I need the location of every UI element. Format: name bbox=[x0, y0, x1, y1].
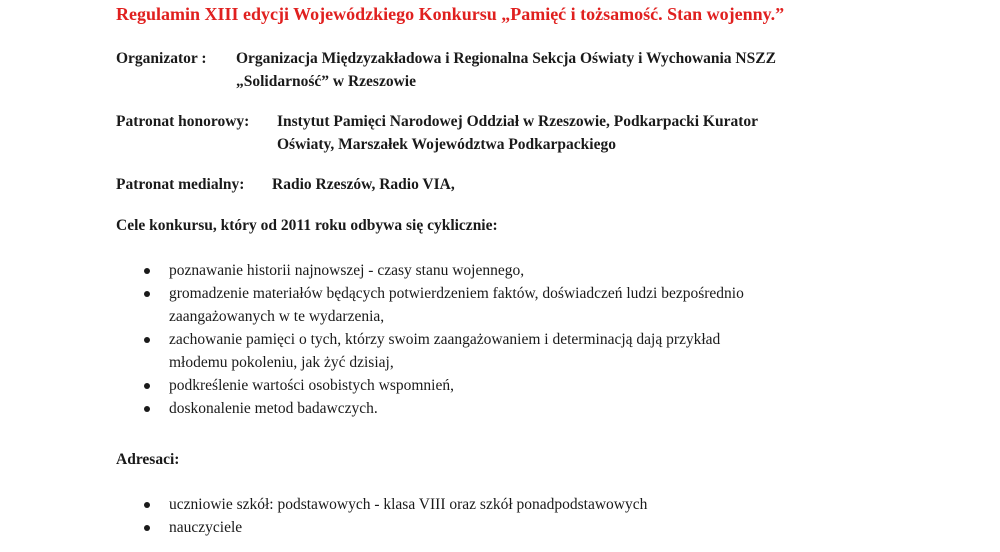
document-title: Regulamin XIII edycji Wojewódzkiego Konkursu „Pamięć i tożsamość. Stan wojenny.” bbox=[116, 4, 785, 24]
goals-list bbox=[0, 259, 744, 420]
recipients-heading: Adresaci: bbox=[116, 451, 180, 468]
bullet-icon bbox=[144, 268, 150, 274]
bullet-icon bbox=[144, 383, 150, 389]
bullet-icon bbox=[144, 406, 150, 412]
honorary-patronage-line: Instytut Pamięci Narodowej Oddział w Rzeszowie, Podkarpacki Kurator bbox=[277, 113, 759, 130]
bullet-icon bbox=[144, 291, 150, 297]
goals-heading: Cele konkursu, który od 2011 roku odbywa się cyklicznie: bbox=[116, 217, 498, 234]
list-item: nauczyciele bbox=[0, 516, 647, 539]
bullet-icon bbox=[144, 525, 150, 531]
media-patronage-label: Patronat medialny: bbox=[116, 176, 245, 193]
organizer-value bbox=[236, 47, 776, 93]
list-item: doskonalenie metod badawczych. bbox=[0, 397, 744, 420]
organizer-line: Organizacja Międzyzakładowa i Regionalna Sekcja Oświaty i Wychowania NSZZ bbox=[236, 50, 776, 67]
organizer-line: „Solidarność” w Rzeszowie bbox=[236, 73, 416, 90]
media-patronage-value: Radio Rzeszów, Radio VIA, bbox=[272, 176, 455, 193]
honorary-patronage-line: Oświaty, Marszałek Województwa Podkarpackiego bbox=[277, 136, 616, 153]
list-item: podkreślenie wartości osobistych wspomnień, bbox=[0, 374, 744, 397]
recipients-list bbox=[0, 493, 647, 539]
list-item: uczniowie szkół: podstawowych - klasa VIII oraz szkół ponadpodstawowych bbox=[0, 493, 647, 516]
bullet-icon bbox=[144, 337, 150, 343]
list-item: gromadzenie materiałów będących potwierdzeniem faktów, doświadczeń ludzi bezpośrednio zaangażowanych w te wydarzenia, bbox=[0, 282, 744, 328]
organizer-label: Organizator : bbox=[116, 50, 207, 67]
honorary-patronage-label: Patronat honorowy: bbox=[116, 113, 250, 130]
bullet-icon bbox=[144, 502, 150, 508]
honorary-patronage-value bbox=[277, 110, 758, 156]
list-item: zachowanie pamięci o tych, którzy swoim zaangażowaniem i determinacją dają przykład młodemu pokoleniu, jak żyć dzisiaj, bbox=[0, 328, 744, 374]
list-item: poznawanie historii najnowszej - czasy stanu wojennego, bbox=[0, 259, 744, 282]
